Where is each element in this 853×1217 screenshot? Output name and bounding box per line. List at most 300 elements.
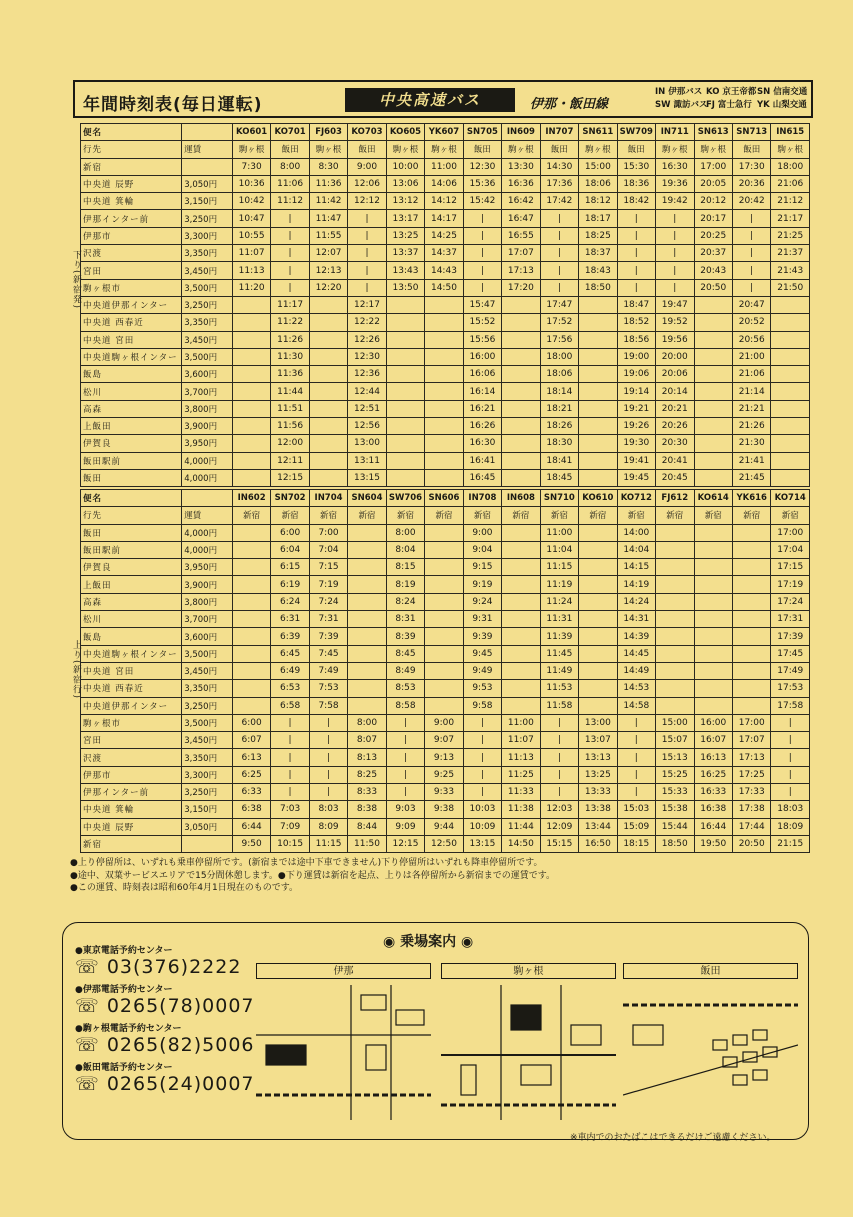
table-cell: 新宿	[386, 507, 424, 524]
table-cell: 17:04	[771, 541, 810, 558]
table-cell: 8:45	[386, 645, 424, 662]
table-cell: 3,500円	[182, 348, 233, 365]
phone-number: ☏ 0265(24)0007	[75, 1073, 255, 1095]
table-cell: 16:42	[502, 193, 540, 210]
table-cell: 新宿	[771, 507, 810, 524]
table-cell: IN608	[502, 490, 540, 507]
table-cell: 駒ヶ根	[656, 141, 694, 158]
table-cell: 沢渡	[81, 749, 182, 766]
table-cell	[502, 541, 540, 558]
table-cell: |	[540, 227, 578, 244]
map-iida	[623, 985, 798, 1120]
table-cell: 15:25	[656, 766, 694, 783]
table-cell	[694, 452, 732, 469]
table-cell: 新宿	[348, 507, 386, 524]
table-cell: 18:37	[579, 245, 617, 262]
table-cell: 12:36	[348, 366, 386, 383]
table-cell: 18:50	[579, 279, 617, 296]
table-cell: 飯島	[81, 366, 182, 383]
table-cell	[694, 541, 732, 558]
table-cell	[386, 383, 424, 400]
table-cell	[732, 662, 770, 679]
table-cell: 18:03	[771, 801, 810, 818]
table-cell: 6:13	[232, 749, 270, 766]
legend-item: SN 信南交通	[757, 87, 808, 97]
table-cell: 14:37	[425, 245, 463, 262]
table-cell: 16:47	[502, 210, 540, 227]
table-cell	[694, 314, 732, 331]
table-cell: 9:45	[463, 645, 501, 662]
table-cell: 13:13	[579, 749, 617, 766]
table-cell	[309, 331, 347, 348]
table-cell: 13:07	[579, 732, 617, 749]
table-cell: 11:13	[502, 749, 540, 766]
table-cell: 新宿	[425, 507, 463, 524]
table-cell: 20:17	[694, 210, 732, 227]
table-cell: 飯田	[271, 141, 309, 158]
table-cell: 11:22	[271, 314, 309, 331]
table-cell: 9:31	[463, 611, 501, 628]
table-cell: 21:41	[732, 452, 770, 469]
table-cell: KO610	[579, 490, 617, 507]
table-cell: |	[771, 784, 810, 801]
table-cell: KO601	[232, 124, 270, 141]
table-cell: 新宿	[540, 507, 578, 524]
table-cell: 松川	[81, 611, 182, 628]
table-cell: 14:43	[425, 262, 463, 279]
table-cell	[309, 452, 347, 469]
table-cell: 8:39	[386, 628, 424, 645]
table-cell: 新宿	[463, 507, 501, 524]
table-cell: 飯田	[463, 141, 501, 158]
table-cell: 11:45	[540, 645, 578, 662]
table-cell: 17:33	[732, 784, 770, 801]
table-cell: |	[271, 245, 309, 262]
table-cell: 21:50	[771, 279, 810, 296]
table-cell	[182, 835, 233, 852]
table-cell	[694, 645, 732, 662]
table-cell: 9:53	[463, 680, 501, 697]
table-cell: 17:25	[732, 766, 770, 783]
table-cell: 20:47	[732, 296, 770, 313]
table-cell: 17:58	[771, 697, 810, 714]
table-cell: 21:12	[771, 193, 810, 210]
table-cell: 13:38	[579, 801, 617, 818]
table-cell	[386, 296, 424, 313]
table-cell: 21:30	[732, 435, 770, 452]
table-cell: 19:21	[617, 400, 655, 417]
table-cell	[425, 611, 463, 628]
table-cell: 19:14	[617, 383, 655, 400]
table-cell: 6:04	[271, 541, 309, 558]
table-cell: 6:07	[232, 732, 270, 749]
table-cell	[348, 559, 386, 576]
map-label-iida: 飯田	[623, 963, 798, 979]
table-cell	[348, 611, 386, 628]
table-cell: 16:30	[463, 435, 501, 452]
table-cell: 13:25	[579, 766, 617, 783]
table-cell: 17:19	[771, 576, 810, 593]
table-cell: |	[617, 245, 655, 262]
table-cell: 6:58	[271, 697, 309, 714]
table-cell: 飯田駅前	[81, 541, 182, 558]
table-row	[81, 262, 810, 279]
table-cell: 駒ヶ根	[309, 141, 347, 158]
table-cell	[232, 645, 270, 662]
table-cell: 3,700円	[182, 611, 233, 628]
table-cell: 13:12	[386, 193, 424, 210]
table-row	[81, 714, 810, 731]
table-cell: 駒ヶ根市	[81, 279, 182, 296]
map-label-ina: 伊那	[256, 963, 431, 979]
table-cell: 8:13	[348, 749, 386, 766]
note-line: ●上り停留所は、いずれも乗車停留所です。(新宿までは途中下車できません)下り停留所はいずれも降車停留所です。	[70, 858, 543, 868]
table-cell	[425, 662, 463, 679]
table-cell	[732, 559, 770, 576]
table-cell: SN713	[732, 124, 770, 141]
table-cell: 17:20	[502, 279, 540, 296]
dest-row	[81, 141, 810, 158]
phone-number: ☏ 0265(82)5006	[75, 1034, 255, 1056]
table-cell	[579, 593, 617, 610]
table-cell: 4,000円	[182, 469, 233, 486]
table-row	[81, 628, 810, 645]
table-cell: 飯島	[81, 628, 182, 645]
table-cell: |	[771, 714, 810, 731]
table-cell	[386, 366, 424, 383]
table-row	[81, 576, 810, 593]
table-cell: 11:25	[502, 766, 540, 783]
table-row	[81, 645, 810, 662]
table-cell: 9:50	[232, 835, 270, 852]
table-cell	[656, 628, 694, 645]
table-cell: 11:12	[271, 193, 309, 210]
table-cell: 伊那市	[81, 227, 182, 244]
table-cell: 13:15	[348, 469, 386, 486]
table-cell: 6:38	[232, 801, 270, 818]
table-cell: |	[309, 714, 347, 731]
table-cell	[182, 158, 233, 175]
table-row	[81, 469, 810, 486]
table-cell: 3,900円	[182, 418, 233, 435]
table-cell: 8:00	[271, 158, 309, 175]
table-cell: SN613	[694, 124, 732, 141]
table-cell	[502, 645, 540, 662]
table-cell	[425, 469, 463, 486]
table-cell: |	[348, 245, 386, 262]
table-cell: 3,800円	[182, 400, 233, 417]
table-cell: 21:06	[771, 175, 810, 192]
table-cell	[309, 296, 347, 313]
table-cell: 17:13	[502, 262, 540, 279]
table-cell	[656, 559, 694, 576]
table-cell: 18:56	[617, 331, 655, 348]
table-cell	[348, 662, 386, 679]
table-cell: IN615	[771, 124, 810, 141]
table-cell	[348, 645, 386, 662]
table-row	[81, 680, 810, 697]
table-cell: 8:15	[386, 559, 424, 576]
table-cell: SN710	[540, 490, 578, 507]
table-cell	[656, 662, 694, 679]
bus-logo: 中央高速バス	[345, 88, 515, 112]
table-cell: |	[540, 262, 578, 279]
table-cell: 7:31	[309, 611, 347, 628]
table-cell: FJ612	[656, 490, 694, 507]
table-cell	[694, 418, 732, 435]
table-cell	[694, 383, 732, 400]
table-cell: 13:00	[579, 714, 617, 731]
table-cell: 11:47	[309, 210, 347, 227]
table-row	[81, 279, 810, 296]
timetable-up	[80, 489, 810, 853]
table-row	[81, 175, 810, 192]
table-cell	[656, 611, 694, 628]
table-cell: 伊賀良	[81, 435, 182, 452]
table-cell	[732, 697, 770, 714]
table-cell: 11:56	[271, 418, 309, 435]
table-cell: 新宿	[617, 507, 655, 524]
table-cell: 9:00	[463, 524, 501, 541]
table-row	[81, 541, 810, 558]
table-cell: 6:25	[232, 766, 270, 783]
table-cell	[579, 645, 617, 662]
table-cell: 8:38	[348, 801, 386, 818]
table-cell: 14:15	[617, 559, 655, 576]
table-cell: 3,150円	[182, 801, 233, 818]
table-cell: 新宿	[502, 507, 540, 524]
table-cell	[694, 697, 732, 714]
table-cell	[502, 452, 540, 469]
table-cell: 18:50	[656, 835, 694, 852]
table-cell	[348, 628, 386, 645]
table-cell	[502, 559, 540, 576]
table-cell: |	[617, 732, 655, 749]
table-cell	[771, 314, 810, 331]
table-cell: 17:38	[732, 801, 770, 818]
table-cell: 中央道伊那インター	[81, 697, 182, 714]
table-cell: 11:15	[309, 835, 347, 852]
table-cell	[656, 593, 694, 610]
table-cell: 17:00	[694, 158, 732, 175]
table-cell: 21:06	[732, 366, 770, 383]
table-cell: 11:15	[540, 559, 578, 576]
table-cell: 8:00	[386, 524, 424, 541]
table-cell: |	[656, 279, 694, 296]
table-cell: |	[271, 262, 309, 279]
table-cell: 3,150円	[182, 193, 233, 210]
table-cell: 11:13	[232, 262, 270, 279]
table-cell: 伊那インター前	[81, 784, 182, 801]
table-cell: 16:21	[463, 400, 501, 417]
table-cell: 18:00	[771, 158, 810, 175]
table-cell: 上飯田	[81, 576, 182, 593]
table-cell: 18:47	[617, 296, 655, 313]
table-cell: 20:41	[656, 452, 694, 469]
table-cell: 10:55	[232, 227, 270, 244]
table-cell	[425, 593, 463, 610]
table-cell	[656, 541, 694, 558]
table-cell: 9:33	[425, 784, 463, 801]
table-row	[81, 383, 810, 400]
table-cell	[232, 541, 270, 558]
table-cell	[579, 697, 617, 714]
table-cell	[232, 524, 270, 541]
table-cell: SW709	[617, 124, 655, 141]
table-cell: 宮田	[81, 262, 182, 279]
phone-label: ●伊那電話予約センター	[75, 985, 173, 995]
table-cell: 11:49	[540, 662, 578, 679]
table-row	[81, 766, 810, 783]
table-cell: 13:37	[386, 245, 424, 262]
table-cell: |	[656, 245, 694, 262]
table-cell: 6:49	[271, 662, 309, 679]
table-cell: 6:31	[271, 611, 309, 628]
table-cell: 駒ヶ根	[386, 141, 424, 158]
table-cell: 8:07	[348, 732, 386, 749]
guide-title: ◉ 乗場案内 ◉	[383, 934, 474, 950]
table-cell: 9:19	[463, 576, 501, 593]
table-cell: |	[463, 245, 501, 262]
table-cell	[694, 435, 732, 452]
table-cell: 17:00	[732, 714, 770, 731]
table-row	[81, 227, 810, 244]
table-cell: 12:13	[309, 262, 347, 279]
table-row	[81, 524, 810, 541]
table-cell: YK616	[732, 490, 770, 507]
table-cell: 3,250円	[182, 784, 233, 801]
table-cell: 8:30	[309, 158, 347, 175]
table-cell: 8:24	[386, 593, 424, 610]
table-cell: 便名	[81, 124, 182, 141]
table-cell	[348, 576, 386, 593]
table-cell: IN707	[540, 124, 578, 141]
table-cell: 14:04	[617, 541, 655, 558]
table-cell	[502, 366, 540, 383]
table-cell	[386, 348, 424, 365]
table-cell: 18:06	[540, 366, 578, 383]
table-cell: 9:58	[463, 697, 501, 714]
table-cell: 17:45	[771, 645, 810, 662]
table-cell: |	[617, 749, 655, 766]
table-cell: 18:36	[617, 175, 655, 192]
table-cell: 6:24	[271, 593, 309, 610]
table-cell: 6:44	[232, 818, 270, 835]
table-cell: 3,300円	[182, 766, 233, 783]
table-cell	[502, 593, 540, 610]
table-cell: 10:09	[463, 818, 501, 835]
phone-label: ●駒ヶ根電話予約センター	[75, 1024, 182, 1034]
table-cell: 20:36	[732, 175, 770, 192]
table-cell: 中央道駒ヶ根インター	[81, 645, 182, 662]
table-cell	[579, 628, 617, 645]
table-cell: 15:52	[463, 314, 501, 331]
table-cell: 7:45	[309, 645, 347, 662]
table-cell: 8:33	[348, 784, 386, 801]
table-cell: 12:51	[348, 400, 386, 417]
table-cell: 飯田駅前	[81, 452, 182, 469]
table-cell: |	[386, 784, 424, 801]
table-cell: 11:50	[348, 835, 386, 852]
table-cell	[425, 628, 463, 645]
table-cell	[232, 366, 270, 383]
table-cell	[502, 662, 540, 679]
table-cell	[732, 524, 770, 541]
table-cell: 新宿	[656, 507, 694, 524]
table-cell: 17:07	[502, 245, 540, 262]
table-cell	[425, 296, 463, 313]
table-cell: KO701	[271, 124, 309, 141]
table-cell: 10:00	[386, 158, 424, 175]
phone-number: ☏ 03(376)2222	[75, 956, 242, 978]
phone-label: ●東京電話予約センター	[75, 946, 173, 956]
table-cell: 14:45	[617, 645, 655, 662]
table-cell: 3,500円	[182, 645, 233, 662]
table-cell: 21:25	[771, 227, 810, 244]
table-cell: 16:50	[579, 835, 617, 852]
table-cell: |	[463, 784, 501, 801]
table-cell	[232, 469, 270, 486]
table-cell: |	[540, 279, 578, 296]
table-cell: 12:26	[348, 331, 386, 348]
table-cell: 上飯田	[81, 418, 182, 435]
table-cell: 中央道 西春近	[81, 680, 182, 697]
table-cell: 12:30	[348, 348, 386, 365]
table-cell: 飯田	[348, 141, 386, 158]
table-cell: 9:07	[425, 732, 463, 749]
table-cell	[502, 418, 540, 435]
table-row	[81, 314, 810, 331]
table-cell: 7:04	[309, 541, 347, 558]
table-row	[81, 593, 810, 610]
table-cell	[694, 469, 732, 486]
table-cell: 9:15	[463, 559, 501, 576]
table-cell	[732, 576, 770, 593]
table-cell: 11:30	[271, 348, 309, 365]
table-cell: 21:45	[732, 469, 770, 486]
table-cell	[502, 524, 540, 541]
table-cell	[232, 452, 270, 469]
table-cell: SN702	[271, 490, 309, 507]
table-cell: 駒ヶ根	[579, 141, 617, 158]
table-cell: 21:17	[771, 210, 810, 227]
table-cell: 19:50	[694, 835, 732, 852]
table-cell: 飯田	[81, 524, 182, 541]
table-cell: 16:14	[463, 383, 501, 400]
table-cell: 6:39	[271, 628, 309, 645]
table-cell	[579, 662, 617, 679]
table-row	[81, 801, 810, 818]
table-cell: 11:07	[232, 245, 270, 262]
table-cell: 21:43	[771, 262, 810, 279]
table-cell	[232, 576, 270, 593]
table-cell: 飯田	[81, 469, 182, 486]
table-cell: 11:51	[271, 400, 309, 417]
table-cell: 20:50	[694, 279, 732, 296]
table-cell	[232, 628, 270, 645]
phone-list	[75, 939, 255, 1095]
table-cell	[232, 383, 270, 400]
table-cell	[348, 697, 386, 714]
table-cell: 3,950円	[182, 435, 233, 452]
table-cell: 20:42	[732, 193, 770, 210]
table-cell	[425, 400, 463, 417]
table-cell	[309, 400, 347, 417]
table-cell: 9:38	[425, 801, 463, 818]
dest-row	[81, 507, 810, 524]
legend-item: KO 京王帝都	[706, 87, 757, 97]
table-cell: SN606	[425, 490, 463, 507]
